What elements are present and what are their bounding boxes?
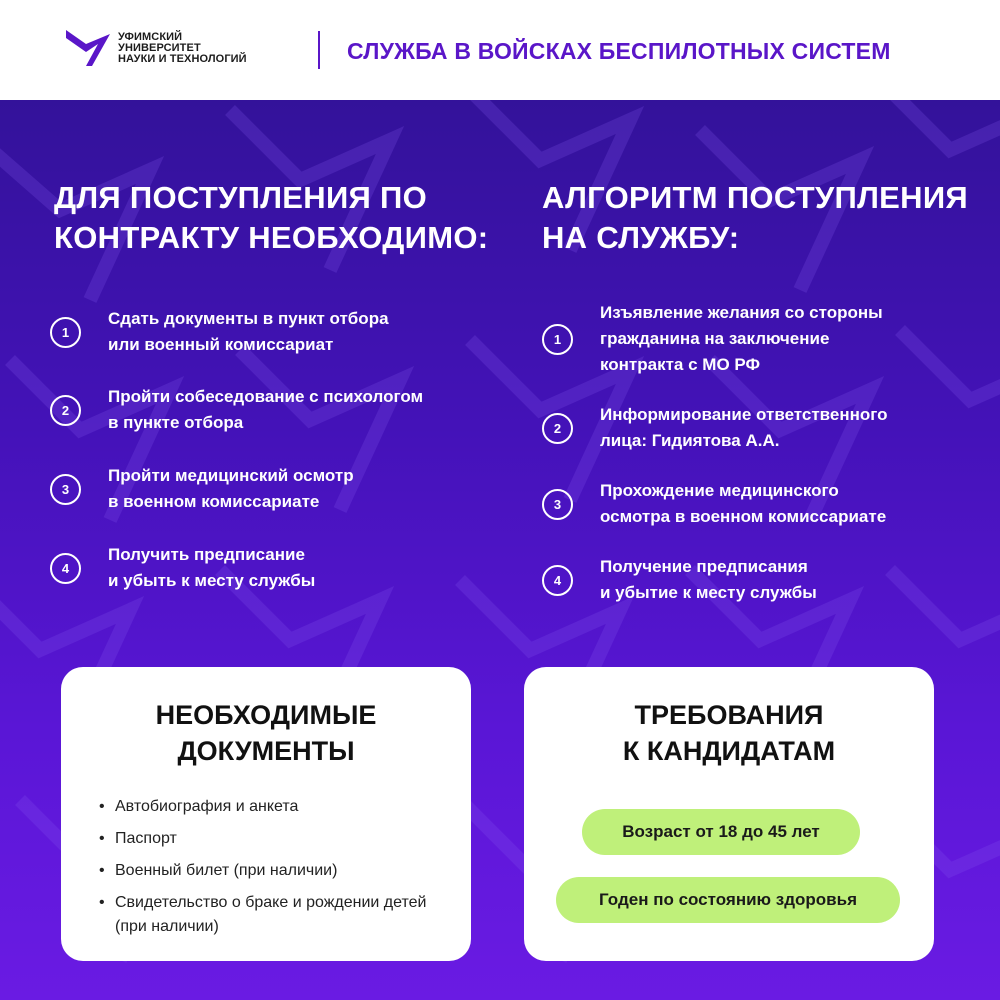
step-line: в пункте отбора xyxy=(108,413,244,432)
card-title-line: К КАНДИДАТАМ xyxy=(622,736,836,766)
list-item: • Свидетельство о браке и рождении детей (при наличии) xyxy=(95,891,441,939)
age-requirement-badge: Возраст от 18 до 45 лет xyxy=(582,809,860,855)
step-number: 2 xyxy=(542,413,573,444)
step-line: Получение предписания xyxy=(600,557,808,576)
logo-mark-icon xyxy=(66,30,110,66)
step-text xyxy=(600,478,886,530)
step-number: 4 xyxy=(542,565,573,596)
step-line: и убыть к месту службы xyxy=(108,571,316,590)
documents-list xyxy=(95,795,441,939)
step-line: Прохождение медицинского xyxy=(600,481,839,500)
step-line: Изъявление желания со стороны xyxy=(600,303,883,322)
step-text xyxy=(108,463,354,515)
left-step-2 xyxy=(50,384,423,436)
step-line: лица: Гидиятова А.А. xyxy=(600,431,780,450)
step-text xyxy=(600,300,883,378)
health-requirement-badge: Годен по состоянию здоровья xyxy=(556,877,900,923)
step-line: в военном комиссариате xyxy=(108,492,320,511)
step-line: и убытие к месту службы xyxy=(600,583,817,602)
card-title-line: НЕОБХОДИМЫЕ xyxy=(155,700,377,730)
step-number: 4 xyxy=(50,553,81,584)
step-number: 3 xyxy=(50,474,81,505)
step-line: Информирование ответственного xyxy=(600,405,888,424)
step-line: или военный комиссариат xyxy=(108,335,334,354)
header-divider xyxy=(318,31,320,69)
requirements-card xyxy=(524,667,934,961)
university-logo xyxy=(66,30,247,66)
list-item: • Военный билет (при наличии) xyxy=(95,859,441,883)
left-title-line: ДЛЯ ПОСТУПЛЕНИЯ ПО xyxy=(54,180,428,215)
list-item: • Автобиография и анкета xyxy=(95,795,441,819)
step-number: 3 xyxy=(542,489,573,520)
step-text xyxy=(108,306,389,358)
step-line: Сдать документы в пункт отбора xyxy=(108,309,389,328)
header xyxy=(0,0,1000,100)
step-text xyxy=(108,542,315,594)
card-title-line: ДОКУМЕНТЫ xyxy=(177,736,355,766)
left-column-title xyxy=(54,178,488,258)
list-item: • Паспорт xyxy=(95,827,441,851)
step-line: контракта с МО РФ xyxy=(600,355,761,374)
right-step-4 xyxy=(542,554,817,606)
step-number: 1 xyxy=(542,324,573,355)
step-number: 1 xyxy=(50,317,81,348)
card-title-line: ТРЕБОВАНИЯ xyxy=(634,700,824,730)
documents-card-title xyxy=(61,697,471,769)
left-step-3 xyxy=(50,463,354,515)
logo-line: УНИВЕРСИТЕТ xyxy=(118,41,201,54)
step-line: Пройти собеседование с психологом xyxy=(108,387,424,406)
left-step-1 xyxy=(50,306,389,358)
page-title: СЛУЖБА В ВОЙСКАХ БЕСПИЛОТНЫХ СИСТЕМ xyxy=(347,38,891,64)
right-column-title xyxy=(542,178,968,258)
right-title-line: АЛГОРИТМ ПОСТУПЛЕНИЯ xyxy=(542,180,969,215)
step-line: осмотра в военном комиссариате xyxy=(600,507,887,526)
logo-text xyxy=(118,32,247,65)
right-step-1 xyxy=(542,300,883,378)
requirements-card-title xyxy=(524,697,934,769)
step-text xyxy=(108,384,423,436)
step-line: Пройти медицинский осмотр xyxy=(108,466,354,485)
right-step-2 xyxy=(542,402,888,454)
right-title-line: НА СЛУЖБУ: xyxy=(542,220,740,255)
step-line: гражданина на заключение xyxy=(600,329,830,348)
step-text xyxy=(600,554,817,606)
documents-card xyxy=(61,667,471,961)
step-line: Получить предписание xyxy=(108,545,305,564)
left-title-line: КОНТРАКТУ НЕОБХОДИМО: xyxy=(54,220,489,255)
logo-line: НАУКИ И ТЕХНОЛОГИЙ xyxy=(118,52,247,65)
step-number: 2 xyxy=(50,395,81,426)
right-step-3 xyxy=(542,478,886,530)
step-text xyxy=(600,402,888,454)
left-step-4 xyxy=(50,542,315,594)
logo-line: УФИМСКИЙ xyxy=(118,30,183,43)
